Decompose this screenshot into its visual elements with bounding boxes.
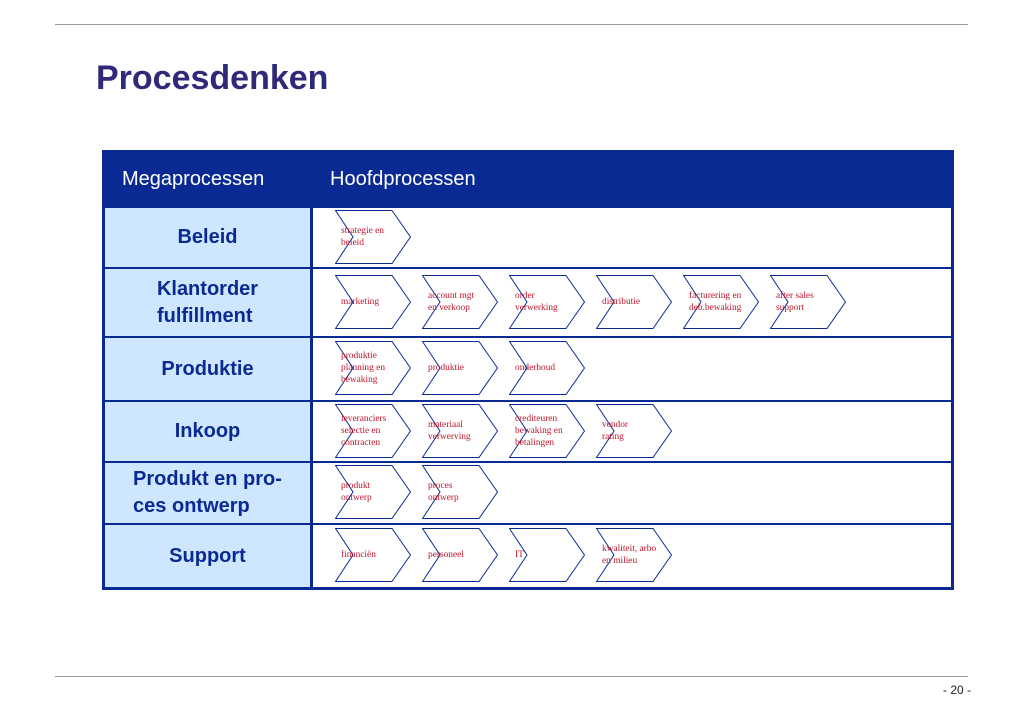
megaprocess-label: Inkoop — [174, 420, 241, 442]
page-title: Procesdenken — [96, 59, 329, 97]
megaprocess-label: Produkt en pro- ces ontwerp — [133, 468, 282, 517]
megaprocess-cell — [105, 525, 310, 587]
process-label: materiaal verwerving — [428, 420, 471, 442]
process-row — [102, 463, 954, 523]
process-label: IT — [515, 550, 524, 560]
hoofdprocess-cell — [313, 269, 951, 336]
process-label: produktie — [428, 363, 464, 373]
megaprocess-label: Support — [169, 544, 246, 567]
hoofdprocess-cell — [313, 402, 951, 461]
process-chevron — [422, 275, 498, 329]
process-chevron — [335, 528, 411, 582]
process-label: leveranciers selectie en contracten — [341, 414, 387, 448]
megaprocess-label: Produktie — [161, 357, 254, 380]
process-chevron — [509, 275, 585, 329]
process-chevron — [596, 528, 672, 582]
process-chevron — [422, 528, 498, 582]
megaprocess-cell — [105, 402, 310, 461]
hoofdprocess-cell — [313, 208, 951, 267]
hoofdprocess-cell — [313, 338, 951, 400]
process-label: marketing — [341, 297, 380, 307]
process-chevron — [770, 275, 846, 329]
process-chevron — [509, 341, 585, 395]
process-chevron — [335, 465, 411, 519]
process-row — [102, 208, 954, 267]
process-row — [102, 525, 954, 587]
process-chevron — [422, 341, 498, 395]
process-chevron — [422, 404, 498, 458]
megaprocess-cell — [105, 463, 310, 523]
header-hoofdprocessen: Hoofdprocessen — [330, 168, 476, 190]
process-label: crediteuren bewaking en betalingen — [515, 414, 563, 448]
process-label: onderhoud — [515, 363, 556, 373]
megaprocess-cell — [105, 338, 310, 400]
process-label: personeel — [428, 550, 464, 560]
process-chevron — [596, 275, 672, 329]
megaprocess-label: Beleid — [177, 226, 238, 248]
process-table — [102, 150, 954, 590]
process-label: produktie planning en bewaking — [341, 351, 386, 385]
process-label: produkt ontwerp — [341, 481, 372, 503]
megaprocess-cell — [105, 208, 310, 267]
bottom-divider — [55, 676, 968, 677]
process-chevron — [335, 210, 411, 264]
process-chevron — [422, 465, 498, 519]
process-label: vendor rating — [602, 420, 629, 442]
process-label: kwaliteit, arbo en milieu — [602, 544, 657, 566]
megaprocess-label: Klantorder fulfillment — [156, 277, 259, 327]
process-label: financiën — [341, 550, 376, 560]
process-label: facturering en deb.bewaking — [689, 291, 742, 313]
process-label: strategie en beleid — [341, 226, 384, 248]
process-chevron — [509, 528, 585, 582]
process-chevron — [335, 275, 411, 329]
process-label: distributie — [602, 297, 641, 307]
process-chevron — [335, 404, 411, 458]
process-label: account mgt en verkoop — [428, 291, 475, 313]
process-chevron — [335, 341, 411, 395]
process-label: after sales support — [776, 291, 814, 313]
process-row — [102, 269, 954, 336]
process-row — [102, 402, 954, 461]
hoofdprocess-cell — [313, 463, 951, 523]
process-label: order verwerking — [515, 291, 558, 313]
process-row — [102, 338, 954, 400]
megaprocess-cell — [105, 269, 310, 336]
process-chevron — [509, 404, 585, 458]
page-number: - 20 - — [942, 683, 971, 697]
process-chevron — [596, 404, 672, 458]
header-megaprocessen: Megaprocessen — [122, 168, 265, 190]
process-label: proces ontwerp — [428, 481, 459, 503]
process-chevron — [683, 275, 759, 329]
hoofdprocess-cell — [313, 525, 951, 587]
top-divider — [55, 24, 968, 25]
